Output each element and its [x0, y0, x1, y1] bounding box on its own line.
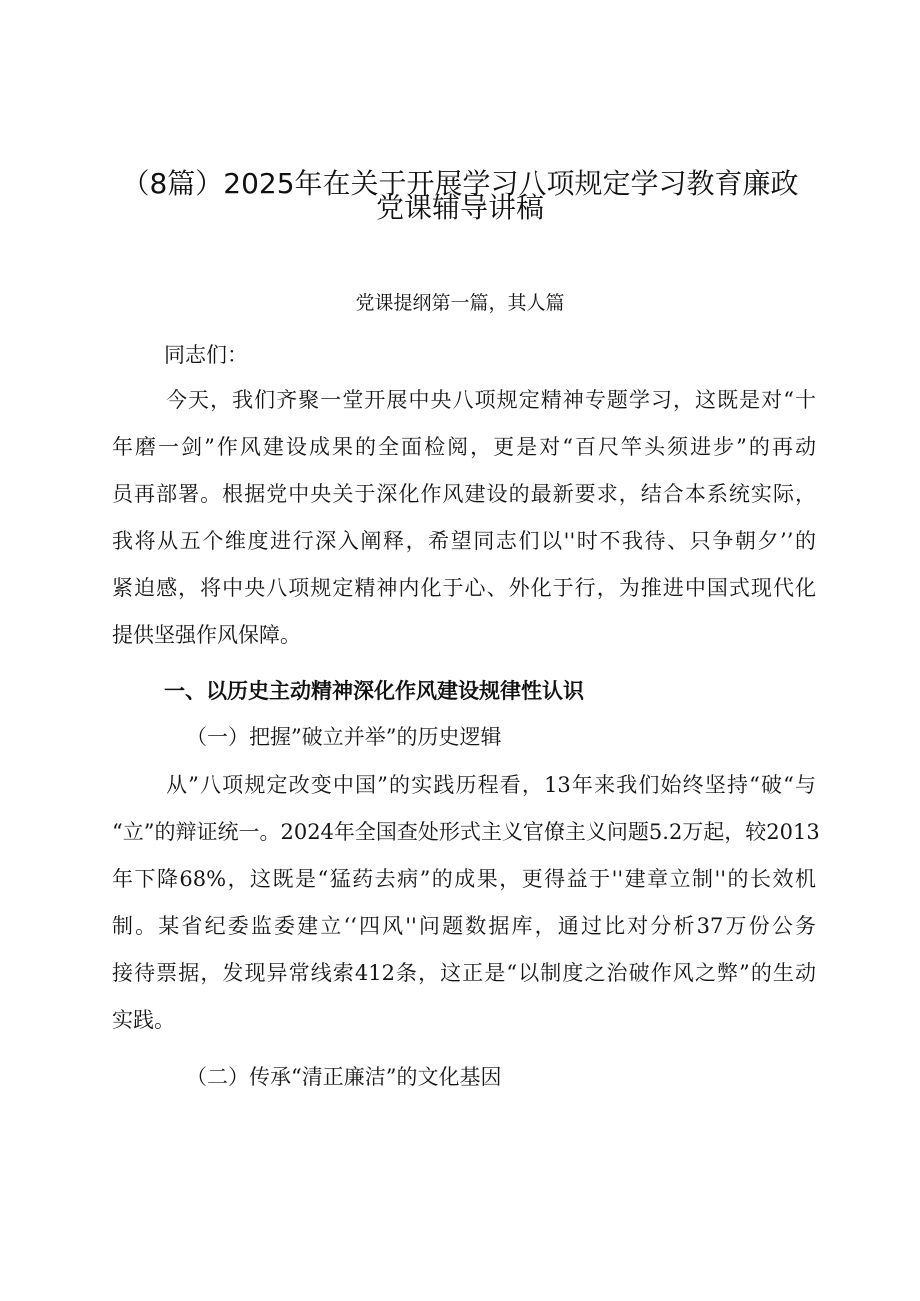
intro-line: 提供坚强作风保障。: [112, 623, 301, 647]
subsection-heading: （二）传承“清正廉洁”的文化基因: [186, 1065, 502, 1089]
intro-line: 年磨一剑”作风建设成果的全面检阅，更是对“百尺竿头须进步”的再动: [112, 435, 816, 459]
body-line: “立”的辩证统一。2024年全国查处形式主义官僚主义问题5.2万起，较2013: [112, 820, 820, 844]
document-title-line-1: （8篇）2025年在关于开展学习八项规定学习教育廉政: [121, 167, 799, 200]
subsection-heading: （一）把握”破立并举”的历史逻辑: [186, 725, 502, 749]
document-title-line-2: 党课辅导讲稿: [375, 191, 544, 224]
body-line: 制。某省纪委监委建立‘‘四风''问题数据库，通过比对分析37万份公务: [112, 914, 816, 938]
body-line: 年下降68%，这既是“猛药去病”的成果，更得益于''建章立制''的长效机: [112, 867, 816, 891]
salutation: 同志们：: [164, 343, 248, 367]
intro-line: 员再部署。根据党中央关于深化作风建设的最新要求，结合本系统实际，: [112, 482, 816, 506]
document-subtitle: 党课提纲第一篇，其人篇: [355, 292, 565, 314]
intro-line: 紧迫感，将中央八项规定精神内化于心、外化于行，为推进中国式现代化: [112, 576, 816, 600]
intro-line: 我将从五个维度进行深入阐释，希望同志们以''时不我待、只争朝夕’’的: [112, 529, 816, 553]
body-line: 接待票据，发现异常线索412条，这正是“以制度之治破作风之弊”的生动: [112, 961, 816, 985]
body-line: 实践。: [112, 1008, 175, 1032]
intro-line: 今天，我们齐聚一堂开展中央八项规定精神专题学习，这既是对“十: [166, 388, 816, 412]
body-line: 从”八项规定改变中国”的实践历程看，13年来我们始终坚持“破“与: [166, 773, 816, 797]
section-heading: 一、以历史主动精神深化作风建设规律性认识: [164, 679, 584, 703]
